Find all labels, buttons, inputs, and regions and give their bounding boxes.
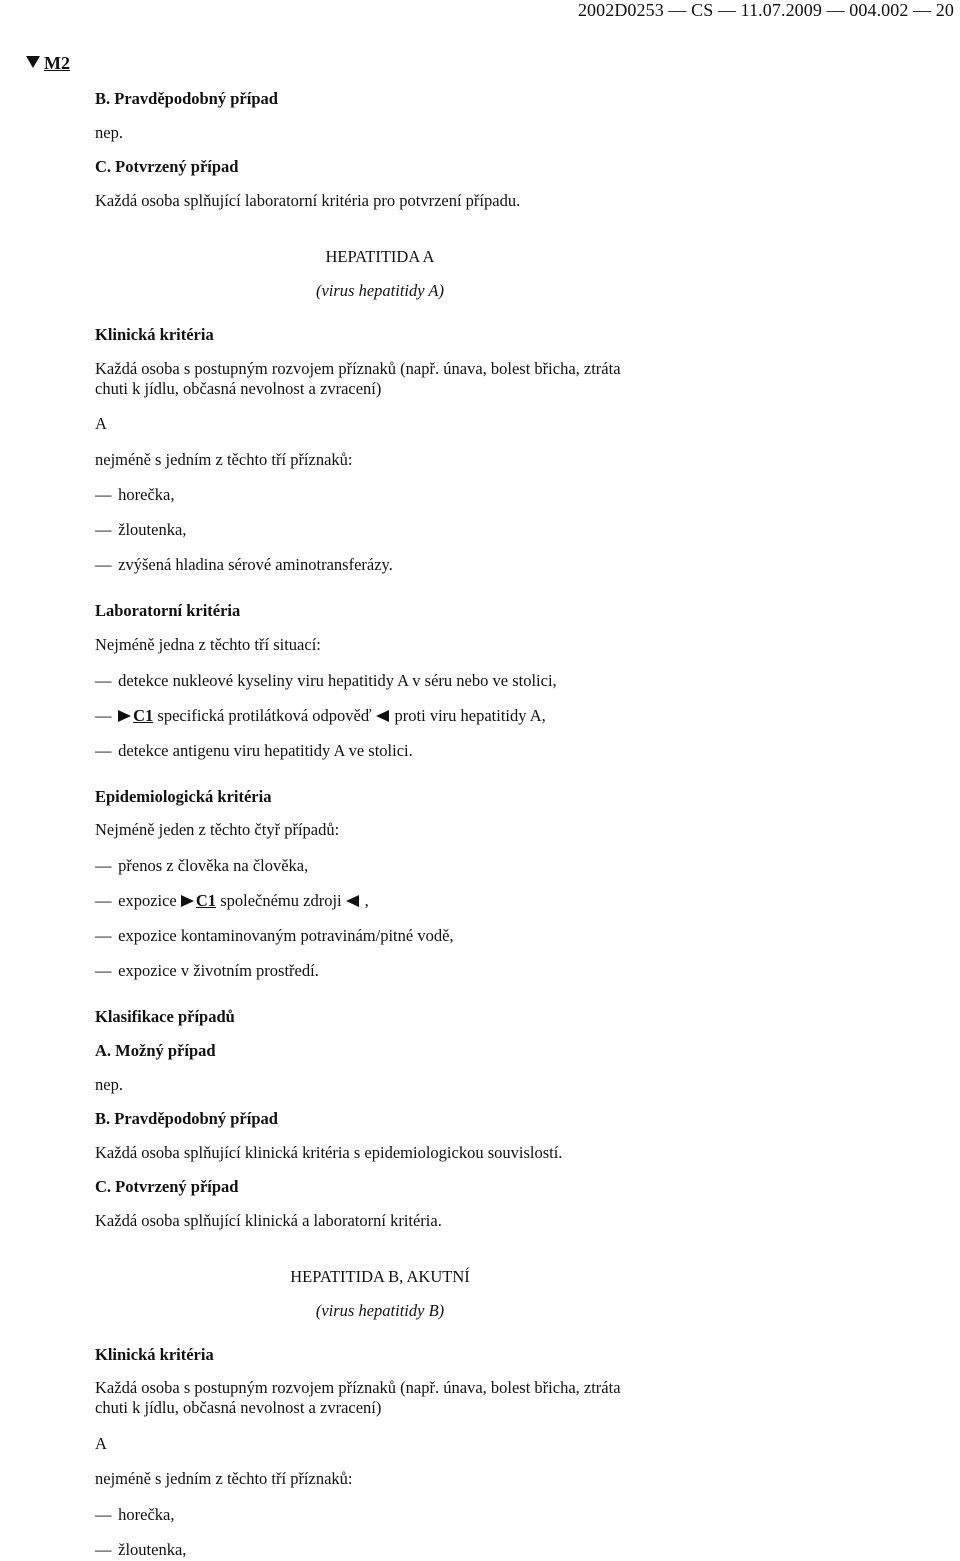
hepa-symptom-3-text: zvýšená hladina sérové aminotransferázy. xyxy=(118,555,393,574)
hepb-symptom-1-text: horečka, xyxy=(118,1505,175,1524)
hepa-epi-4: — expozice v životním prostředí. xyxy=(95,961,319,980)
left-triangle-icon xyxy=(346,895,359,907)
hepa-least: nejméně s jedním z těchto tří příznaků: xyxy=(95,450,353,469)
hepb-title: HEPATITIDA B, AKUTNÍ xyxy=(290,1267,470,1286)
hepa-title: HEPATITIDA A xyxy=(325,247,435,266)
hepb-clinical-title: Klinická kritéria xyxy=(95,1345,214,1364)
hepa-epi-1: — přenos z člověka na člověka, xyxy=(95,856,309,875)
hepa-epi-2-text-a: expozice xyxy=(118,891,177,910)
right-triangle-icon xyxy=(181,895,194,907)
hepb-subtitle: (virus hepatitidy B) xyxy=(315,1301,445,1320)
hepa-c-text: Každá osoba splňující klinická a laboratorní kritéria. xyxy=(95,1211,442,1230)
hepa-clinical-title: Klinická kritéria xyxy=(95,325,214,344)
right-triangle-icon xyxy=(118,710,131,722)
s1-b-title: B. Pravděpodobný případ xyxy=(95,89,278,108)
amendment-marker-m2 xyxy=(26,54,70,73)
s1-c-title: C. Potvrzený případ xyxy=(95,157,239,176)
hepa-epi-1-text: přenos z člověka na člověka, xyxy=(118,856,309,875)
hepa-lab-3: — detekce antigenu viru hepatitidy A ve stolici. xyxy=(95,741,413,760)
hepa-epi-2-text-b: společnému zdroji xyxy=(220,891,342,910)
s1-c-text: Každá osoba splňující laboratorní kritéria pro potvrzení případu. xyxy=(95,191,521,210)
hepb-symptom-2: — žloutenka, xyxy=(95,1540,187,1559)
hepa-classification-title: Klasifikace případů xyxy=(95,1007,235,1026)
hepa-clinical-text-2: chuti k jídlu, občasná nevolnost a zvracení) xyxy=(95,379,382,398)
hepa-epi-4-text: expozice v životním prostředí. xyxy=(118,961,319,980)
hepb-clinical-text-1: Každá osoba s postupným rozvojem příznaků (např. únava, bolest břicha, ztráta xyxy=(95,1378,621,1397)
hepa-clinical-text-1: Každá osoba s postupným rozvojem příznaků (např. únava, bolest břicha, ztráta xyxy=(95,359,621,378)
hepa-epi-2-text-c: , xyxy=(364,891,369,910)
hepa-lab-1-text: detekce nukleové kyseliny viru hepatitidy A v séru nebo ve stolici, xyxy=(118,671,557,690)
hepa-epi-2: — expozice C1 společnému zdroji , xyxy=(95,891,369,910)
hepa-lab-2-text-b: proti viru hepatitidy A, xyxy=(394,706,546,725)
hepa-symptom-3: — zvýšená hladina sérové aminotransferázy. xyxy=(95,555,393,574)
hepa-epi-3-text: expozice kontaminovaným potravinám/pitné vodě, xyxy=(118,926,454,945)
hepa-epi-intro: Nejméně jeden z těchto čtyř případů: xyxy=(95,820,340,839)
hepa-symptom-1-text: horečka, xyxy=(118,485,175,504)
c1-marker: C1 xyxy=(133,706,154,725)
hepa-subtitle: (virus hepatitidy A) xyxy=(315,281,444,300)
hepa-symptom-1: — horečka, xyxy=(95,485,175,504)
hepb-least: nejméně s jedním z těchto tří příznaků: xyxy=(95,1469,353,1488)
down-triangle-icon xyxy=(26,56,40,68)
hepa-lab-1: — detekce nukleové kyseliny viru hepatitidy A v séru nebo ve stolici, xyxy=(95,671,557,690)
hepa-lab-intro: Nejméně jedna z těchto tří situací: xyxy=(95,635,321,654)
hepa-a-title: A. Možný případ xyxy=(95,1041,216,1060)
hepa-lab-2-text-a: specifická protilátková odpověď xyxy=(157,706,372,725)
hepa-symptom-2-text: žloutenka, xyxy=(118,520,187,539)
hepb-and: A xyxy=(95,1434,107,1453)
m2-label: M2 xyxy=(44,53,70,73)
hepa-epi-title: Epidemiologická kritéria xyxy=(95,787,272,806)
s1-b-text: nep. xyxy=(95,123,123,142)
hepa-lab-3-text: detekce antigenu viru hepatitidy A ve stolici. xyxy=(118,741,413,760)
c1-marker: C1 xyxy=(195,891,217,910)
hepb-symptom-1: — horečka, xyxy=(95,1505,175,1524)
hepa-lab-2: — C1 specifická protilátková odpověď proti viru hepatitidy A, xyxy=(95,706,546,725)
hepb-symptom-2-text: žloutenka, xyxy=(118,1540,187,1559)
hepb-clinical-text-2: chuti k jídlu, občasná nevolnost a zvracení) xyxy=(95,1398,382,1417)
hepa-symptom-2: — žloutenka, xyxy=(95,520,187,539)
document-header: 2002D0253 — CS — 11.07.2009 — 004.002 — 20 xyxy=(577,0,954,20)
hepa-c-title: C. Potvrzený případ xyxy=(95,1177,239,1196)
hepa-a-text: nep. xyxy=(95,1075,123,1094)
hepa-b-text: Každá osoba splňující klinická kritéria s epidemiologickou souvislostí. xyxy=(95,1143,563,1162)
hepa-b-title: B. Pravděpodobný případ xyxy=(95,1109,278,1128)
hepa-and: A xyxy=(95,414,107,433)
left-triangle-icon xyxy=(376,710,389,722)
hepa-lab-title: Laboratorní kritéria xyxy=(95,601,241,620)
hepa-epi-3: — expozice kontaminovaným potravinám/pitné vodě, xyxy=(95,926,454,945)
